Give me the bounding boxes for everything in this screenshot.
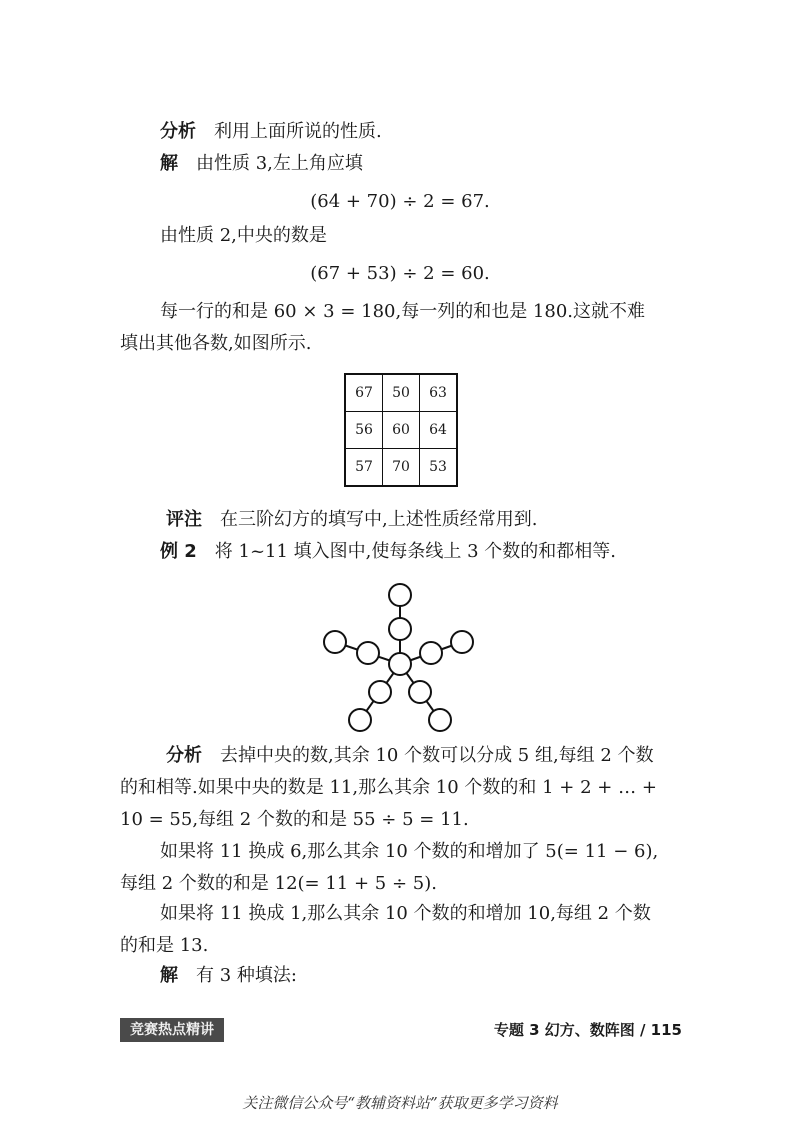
magic-square-cell: 64 bbox=[420, 412, 458, 449]
circle-top-inner bbox=[389, 618, 411, 640]
solution2-label: 解 bbox=[160, 965, 178, 986]
analysis2-line-3: 10 = 55,每组 2 个数的和是 55 ÷ 5 = 11. bbox=[120, 809, 469, 830]
magic-square-cell: 60 bbox=[383, 412, 420, 449]
example-label: 例 2 bbox=[160, 541, 197, 562]
solution2-text: 有 3 种填法: bbox=[196, 965, 297, 986]
circle-right-outer bbox=[451, 631, 473, 653]
analysis2-text: 去掉中央的数,其余 10 个数可以分成 5 组,每组 2 个数 bbox=[220, 745, 654, 766]
paragraph-replace-6-2: 每组 2 个数的和是 12(= 11 + 5 ÷ 5). bbox=[120, 873, 437, 894]
comment-text: 在三阶幻方的填写中,上述性质经常用到. bbox=[220, 509, 538, 530]
comment-label: 评注 bbox=[166, 509, 202, 530]
solution-paragraph bbox=[160, 152, 363, 176]
magic-square-row bbox=[345, 449, 457, 487]
analysis2-line-2: 的和相等.如果中央的数是 11,那么其余 10 个数的和 1 + 2 + … + bbox=[120, 777, 657, 798]
solution-label: 解 bbox=[160, 153, 178, 174]
magic-square-cell: 63 bbox=[420, 374, 458, 412]
analysis-text: 利用上面所说的性质. bbox=[214, 121, 382, 142]
circle-center bbox=[389, 653, 411, 675]
watermark-text: 关注微信公众号“教辅资料站”获取更多学习资料 bbox=[242, 1094, 558, 1112]
magic-square-cell: 70 bbox=[383, 449, 420, 487]
solution2-paragraph bbox=[160, 964, 297, 988]
paragraph-replace-1-1: 如果将 11 换成 1,那么其余 10 个数的和增加 10,每组 2 个数 bbox=[160, 903, 651, 924]
solution-text: 由性质 3,左上角应填 bbox=[196, 153, 363, 174]
star-circles bbox=[324, 584, 473, 731]
circle-bottom-right-inner bbox=[409, 681, 431, 703]
analysis2-label: 分析 bbox=[166, 745, 202, 766]
comment-paragraph bbox=[166, 508, 537, 532]
analysis2-line-1 bbox=[166, 744, 654, 768]
footer-badge: 竞赛热点精讲 bbox=[120, 1018, 224, 1042]
star-diagram bbox=[316, 580, 486, 740]
magic-square-row bbox=[345, 374, 457, 412]
magic-square-cell: 53 bbox=[420, 449, 458, 487]
analysis-label: 分析 bbox=[160, 121, 196, 142]
equation-2: (67 + 53) ÷ 2 = 60. bbox=[310, 263, 490, 284]
magic-square-cell: 56 bbox=[345, 412, 383, 449]
circle-left-inner bbox=[357, 642, 379, 664]
example-paragraph bbox=[160, 540, 616, 564]
analysis-paragraph bbox=[160, 120, 382, 144]
circle-bottom-left-inner bbox=[369, 681, 391, 703]
circle-bottom-left-outer bbox=[349, 709, 371, 731]
paragraph-row-sum-2: 填出其他各数,如图所示. bbox=[120, 333, 312, 354]
circle-bottom-right-outer bbox=[429, 709, 451, 731]
magic-square-row bbox=[345, 412, 457, 449]
paragraph-replace-6-1: 如果将 11 换成 6,那么其余 10 个数的和增加了 5(= 11 − 6), bbox=[160, 841, 659, 862]
paragraph-row-sum-1: 每一行的和是 60 × 3 = 180,每一列的和也是 180.这就不难 bbox=[160, 301, 646, 322]
example-text: 将 1~11 填入图中,使每条线上 3 个数的和都相等. bbox=[214, 541, 617, 562]
magic-square-cell: 50 bbox=[383, 374, 420, 412]
magic-square bbox=[344, 373, 458, 487]
magic-square-cell: 57 bbox=[345, 449, 383, 487]
paragraph-replace-1-2: 的和是 13. bbox=[120, 935, 209, 956]
circle-top-outer bbox=[389, 584, 411, 606]
equation-1: (64 + 70) ÷ 2 = 67. bbox=[310, 191, 490, 212]
magic-square-cell: 67 bbox=[345, 374, 383, 412]
footer-page-info: 专题 3 幻方、数阵图 / 115 bbox=[493, 1021, 682, 1039]
circle-right-inner bbox=[420, 642, 442, 664]
circle-left-outer bbox=[324, 631, 346, 653]
paragraph-center-value: 由性质 2,中央的数是 bbox=[160, 225, 327, 246]
